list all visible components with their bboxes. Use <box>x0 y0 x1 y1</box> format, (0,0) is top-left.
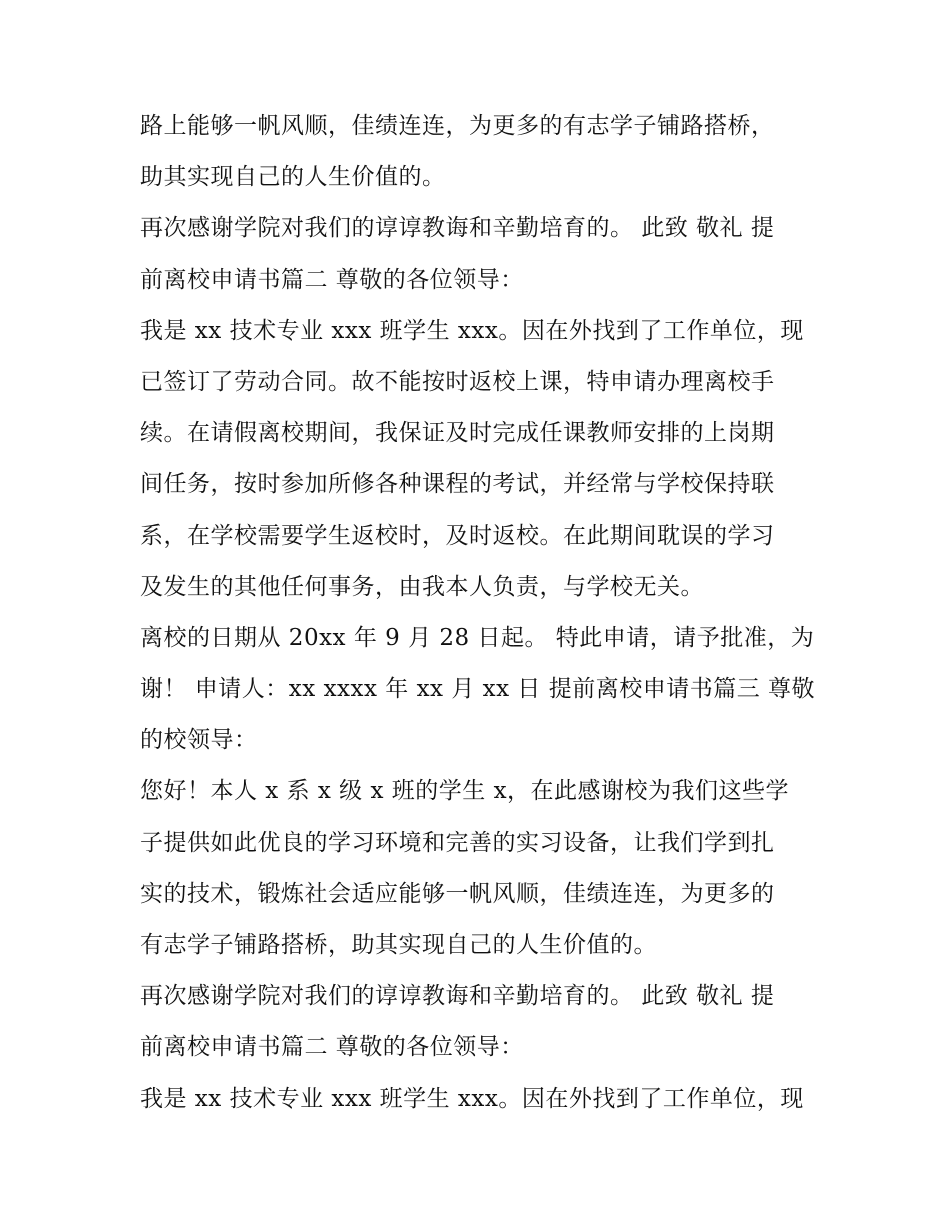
text-line: 我是 xx 技术专业 xxx 班学生 xxx。因在外找到了工作单位，现 <box>140 1085 804 1112</box>
text-line: 再次感谢学院对我们的谆谆教诲和辛勤培育的。 此致 敬礼 提 <box>140 983 775 1010</box>
text-line: 前离校申请书篇二 尊敬的各位领导： <box>140 1034 524 1061</box>
text-line: 实的技术，锻炼社会适应能够一帆风顺，佳绩连连，为更多的 <box>140 880 775 907</box>
text-line: 我是 xx 技术专业 xxx 班学生 xxx。因在外找到了工作单位，现 <box>140 317 804 344</box>
text-line: 的校领导： <box>140 727 258 754</box>
text-line: 间任务，按时参加所修各种课程的考试，并经常与学校保持联 <box>140 471 775 498</box>
text-line: 路上能够一帆风顺，佳绩连连，为更多的有志学子铺路搭桥， <box>140 113 775 139</box>
text-line: 子提供如此优良的学习环境和完善的实习设备，让我们学到扎 <box>140 829 775 856</box>
text-line: 系，在学校需要学生返校时，及时返校。在此期间耽误的学习 <box>140 522 775 549</box>
text-line: 再次感谢学院对我们的谆谆教诲和辛勤培育的。 此致 敬礼 提 <box>140 215 775 242</box>
text-line: 前离校申请书篇二 尊敬的各位领导： <box>140 266 524 293</box>
text-line: 助其实现自己的人生价值的。 <box>140 164 446 191</box>
text-line: 续。在请假离校期间，我保证及时完成任课教师安排的上岗期 <box>140 420 775 447</box>
text-line: 已签订了劳动合同。故不能按时返校上课，特申请办理离校手 <box>140 368 775 395</box>
text-line: 有志学子铺路搭桥，助其实现自己的人生价值的。 <box>140 932 657 958</box>
text-line: 您好！本人 x 系 x 级 x 班的学生 x，在此感谢校为我们这些学 <box>140 778 790 805</box>
document-body <box>140 101 830 1125</box>
text-line: 离校的日期从 20xx 年 9 月 28 日起。 特此申请，请予批准，为 <box>140 624 815 651</box>
text-line: 谢！ 申请人：xx xxxx 年 xx 月 xx 日 提前离校申请书篇三 尊敬 <box>140 676 816 703</box>
text-line: 及发生的其他任何事务，由我本人负责，与学校无关。 <box>140 573 704 600</box>
